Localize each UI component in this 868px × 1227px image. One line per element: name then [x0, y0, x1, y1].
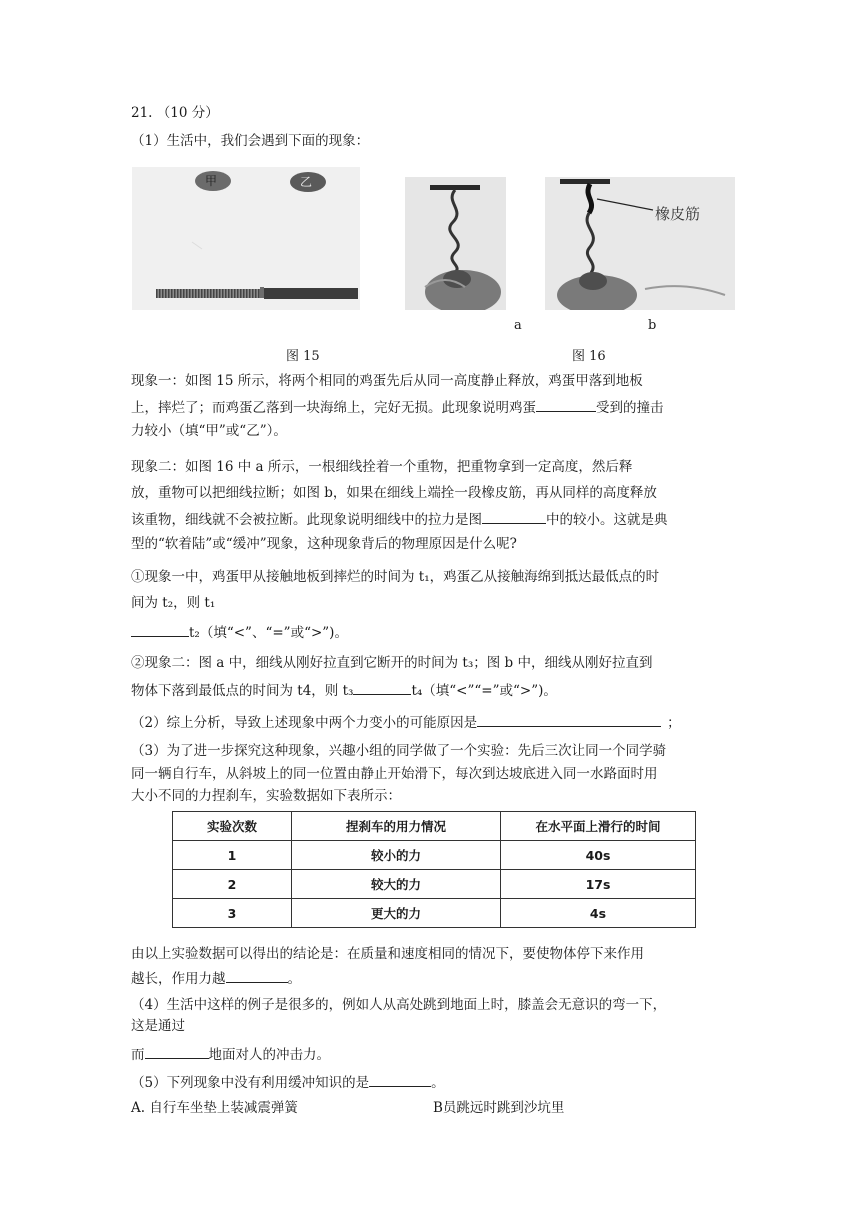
- figure-16-caption: 图 16: [572, 349, 606, 364]
- part3-line1: （3）为了进一步探究这种现象，兴趣小组的同学做了一个实验：先后三次让同一个同学骑: [131, 743, 667, 759]
- answer-blank-7[interactable]: [145, 1044, 209, 1059]
- figure-16a-label: a: [514, 318, 522, 333]
- table-cell: 4s: [501, 899, 696, 928]
- question-score: （10 分）: [156, 105, 219, 121]
- table-cell: 较大的力: [292, 870, 501, 899]
- table-cell: 17s: [501, 870, 696, 899]
- answer-blank-8[interactable]: [369, 1072, 431, 1087]
- table-header-row: [173, 812, 696, 841]
- q1-line3: [131, 622, 348, 642]
- table-row: [173, 870, 696, 899]
- egg-yi-label: 乙: [300, 175, 313, 189]
- conclusion-line2-b: 。: [287, 971, 301, 987]
- phenomenon2-line3-b: 中的较小。这就是典: [546, 512, 668, 528]
- conclusion-line1: 由以上实验数据可以得出的结论是：在质量和速度相同的情况下，要使物体停下来作用: [131, 946, 644, 962]
- phenomenon1-line2-a: 上，摔烂了；而鸡蛋乙落到一块海绵上，完好无损。此现象说明鸡蛋: [131, 400, 536, 416]
- rubber-band-label: 橡皮筋: [655, 205, 701, 223]
- experiment-table: [172, 811, 696, 928]
- part4-line2: 这是通过: [131, 1018, 185, 1034]
- phenomenon2-line3-a: 该重物，细线就不会被拉断。此现象说明细线中的拉力是图: [131, 512, 482, 528]
- answer-blank-5[interactable]: [477, 712, 661, 727]
- phenomenon1-line2: [131, 397, 664, 417]
- table-cell: 更大的力: [292, 899, 501, 928]
- part3-line3: 大小不同的力捏刹车，实验数据如下表所示：: [131, 788, 401, 804]
- part4-line3-b: 地面对人的冲击力。: [208, 1047, 330, 1063]
- conclusion-line2-a: 越长，作用力越: [131, 971, 226, 987]
- question-number: 21.: [131, 105, 153, 121]
- figure-16a-image: [405, 177, 506, 310]
- answer-blank-2[interactable]: [482, 509, 546, 524]
- part5-line1: [131, 1072, 445, 1092]
- phenomenon2-line2: 放，重物可以把细线拉断；如图 b，如果在细线上端拴一段橡皮筋，再从同样的高度释放: [131, 485, 657, 501]
- figure-15-caption: 图 15: [286, 349, 320, 364]
- egg-jia-label: 甲: [205, 174, 218, 188]
- figure-16b-label: b: [648, 318, 657, 333]
- figure-15-image: [132, 167, 360, 310]
- table-cell: 1: [173, 841, 292, 870]
- phenomenon1-line1: 现象一：如图 15 所示，将两个相同的鸡蛋先后从同一高度静止释放，鸡蛋甲落到地板: [131, 373, 643, 389]
- table-header-cell: 实验次数: [173, 812, 292, 841]
- table-cell: 40s: [501, 841, 696, 870]
- table-row: [173, 899, 696, 928]
- q1-line1: ①现象一中，鸡蛋甲从接触地板到摔烂的时间为 t₁，鸡蛋乙从接触海绵到抵达最低点的时: [131, 569, 660, 585]
- q2-line2-b: t₄（填“<”“=”或“>”)。: [411, 683, 557, 699]
- q2-line1: ②现象二：图 a 中，细线从刚好拉直到它断开的时间为 t₃；图 b 中，细线从刚好拉直到: [131, 655, 653, 671]
- table-header-cell: 在水平面上滑行的时间: [501, 812, 696, 841]
- part4-line3-a: 而: [131, 1047, 145, 1063]
- part1-intro: （1）生活中，我们会遇到下面的现象：: [131, 133, 370, 149]
- part5-line1-b: 。: [431, 1075, 445, 1091]
- phenomenon2-line3: [131, 509, 668, 529]
- part2-text: （2）综上分析，导致上述现象中两个力变小的可能原因是: [131, 715, 478, 731]
- phenomenon2-line4: 型的“软着陆”或“缓冲”现象，这种现象背后的物理原因是什么呢?: [131, 536, 517, 552]
- figure-15: [132, 167, 360, 310]
- part2-end: ；: [667, 715, 681, 731]
- answer-blank-3[interactable]: [131, 622, 189, 637]
- part4-line3: [131, 1044, 330, 1064]
- phenomenon1-line3: 力较小（填“甲”或“乙”）。: [131, 423, 287, 439]
- question-header: [131, 104, 219, 122]
- answer-blank-1[interactable]: [536, 397, 596, 412]
- q1-line2: 间为 t₂，则 t₁: [131, 595, 216, 611]
- q2-line2-a: 物体下落到最低点的时间为 t4，则 t₃: [131, 683, 354, 699]
- part3-line2: 同一辆自行车，从斜坡上的同一位置由静止开始滑下，每次到达坡底进入同一水路面时用: [131, 766, 658, 782]
- part4-line1: （4）生活中这样的例子是很多的，例如人从高处跳到地面上时，膝盖会无意识的弯一下，: [131, 997, 667, 1013]
- phenomenon2-line1: 现象二：如图 16 中 a 所示，一根细线拴着一个重物，把重物拿到一定高度，然后释: [131, 459, 633, 475]
- figure-16a: [405, 177, 506, 310]
- answer-blank-4[interactable]: [353, 680, 411, 695]
- figure-16b: [545, 177, 735, 310]
- figure-16b-image: [545, 177, 735, 310]
- phenomenon1-line2-b: 受到的撞击: [596, 400, 664, 416]
- option-b: B员跳远时跳到沙坑里: [433, 1100, 565, 1116]
- conclusion-line2: [131, 968, 301, 988]
- table-cell: 3: [173, 899, 292, 928]
- table-cell: 较小的力: [292, 841, 501, 870]
- q1-line3-text: t₂（填“<”、“=”或“>”)。: [189, 625, 348, 641]
- answer-blank-6[interactable]: [226, 968, 288, 983]
- table-row: [173, 841, 696, 870]
- q2-line2: [131, 680, 557, 700]
- part2-line: [131, 712, 681, 732]
- part5-line1-a: （5）下列现象中没有利用缓冲知识的是: [131, 1075, 370, 1091]
- table-cell: 2: [173, 870, 292, 899]
- option-a: A. 自行车坐垫上装减震弹簧: [131, 1100, 298, 1116]
- table-header-cell: 捏刹车的用力情况: [292, 812, 501, 841]
